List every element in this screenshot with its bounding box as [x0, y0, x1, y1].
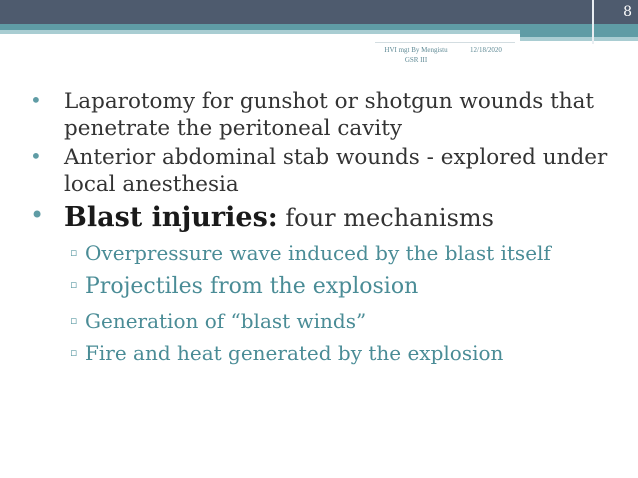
sub-bullet-item [30, 305, 620, 337]
sub-bullet-text: Fire and heat generated by the explosion [85, 340, 504, 365]
square-bullet-icon: ▫ [70, 313, 78, 327]
header-light-stripe-right [520, 37, 638, 41]
square-bullet-icon: ▫ [70, 246, 78, 260]
bullet-text: Laparotomy for gunshot or shotgun wounds that penetrate the peritoneal cavity [64, 89, 595, 142]
header-band [0, 0, 638, 24]
slide-footer [375, 45, 502, 65]
bullet-item [30, 88, 620, 142]
bullet-text: Anterior abdominal stab wounds - explored under local anesthesia [64, 145, 608, 198]
sub-bullet-item [30, 337, 620, 369]
footer-date: 12/18/2020 [470, 46, 502, 54]
sub-bullet-text: Overpressure wave induced by the blast itself [85, 241, 551, 266]
slide-number: 8 [623, 4, 632, 20]
sub-bullet-text: Projectiles from the explosion [85, 274, 419, 300]
square-bullet-icon: ▫ [70, 345, 78, 359]
footer-author-line2: GSR III [404, 56, 428, 65]
sub-bullet-text: Generation of “blast winds” [85, 308, 367, 333]
header-accent-block [520, 24, 638, 37]
slide-body [30, 88, 620, 369]
footer-author [375, 45, 457, 65]
bullet-item [30, 144, 620, 198]
header-light-stripe [0, 30, 520, 34]
sub-bullet-item [30, 237, 620, 269]
square-bullet-icon: ▫ [70, 278, 78, 292]
bullet-text: four mechanisms [277, 204, 494, 233]
sub-bullet-item [30, 269, 620, 304]
bullet-dot-icon: • [30, 201, 45, 230]
footer-rule [375, 42, 515, 43]
header-divider [592, 0, 594, 44]
bullet-item-blast [30, 200, 620, 235]
bullet-dot-icon: • [30, 144, 42, 169]
footer-author-line1: HVI mgt By Mengistu [384, 46, 448, 54]
bullet-dot-icon: • [30, 88, 42, 112]
bullet-heading: Blast injuries: [64, 202, 278, 234]
